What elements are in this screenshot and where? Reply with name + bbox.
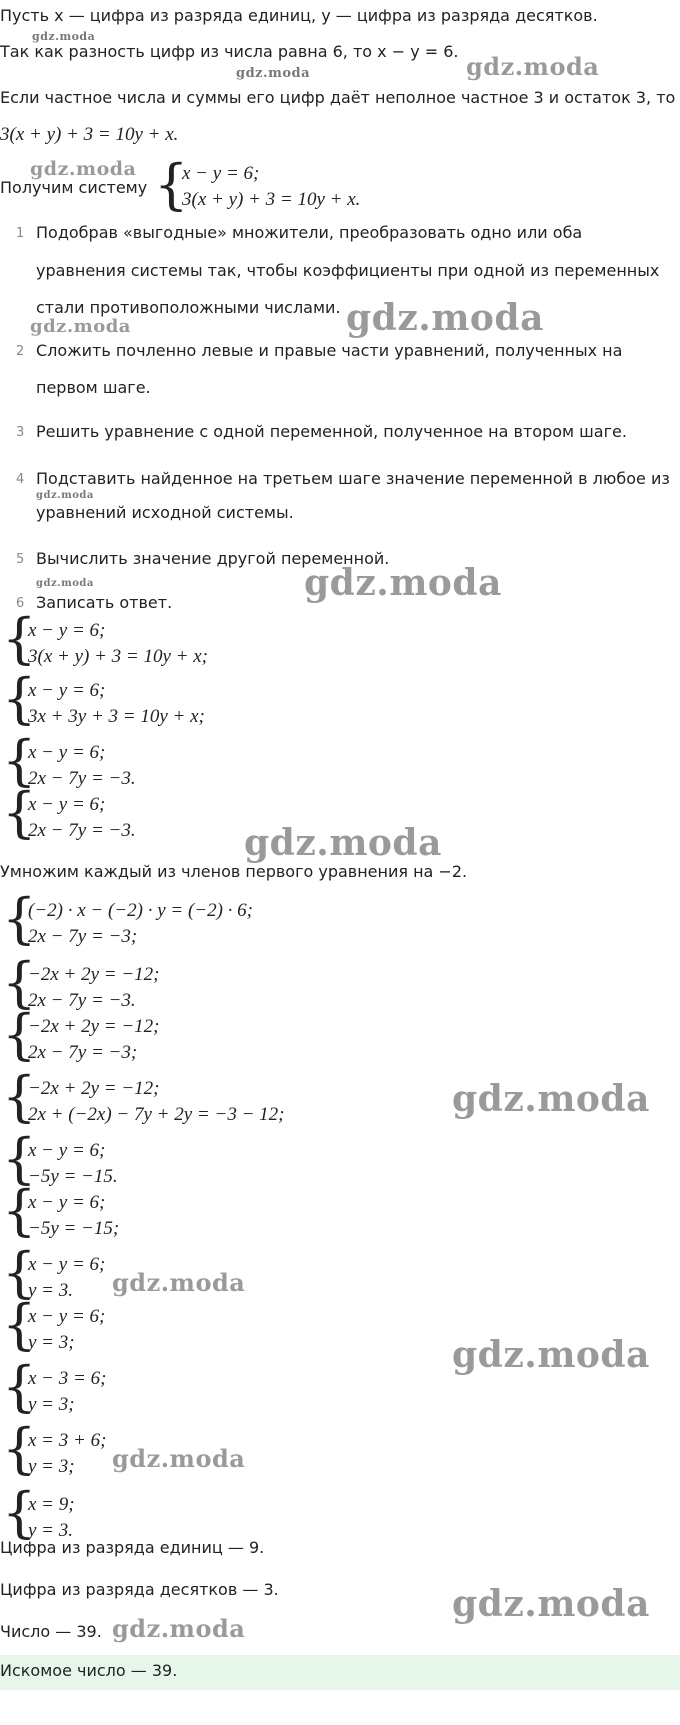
equation: 3(x + y) + 3 = 10y + x; bbox=[28, 646, 208, 667]
watermark: gdz.moda bbox=[452, 1078, 650, 1120]
watermark: gdz.moda bbox=[452, 1334, 650, 1376]
brace-icon: { bbox=[2, 887, 37, 950]
units-digit-text: Цифра из разряда единиц — 9. bbox=[0, 1538, 265, 1557]
equation: x − y = 6; bbox=[28, 620, 106, 641]
equation: x − y = 6; bbox=[28, 1140, 106, 1161]
answer-text: Искомое число — 39. bbox=[0, 1661, 178, 1680]
brace-icon: { bbox=[2, 667, 37, 730]
watermark: gdz.moda bbox=[304, 562, 502, 604]
equation: −5y = −15; bbox=[28, 1218, 120, 1239]
equation: 2x − 7y = −3. bbox=[28, 820, 136, 841]
watermark: gdz.moda bbox=[466, 52, 600, 81]
watermark: gdz.moda bbox=[452, 1583, 650, 1625]
intro-equation: 3(x + y) + 3 = 10y + x. bbox=[0, 124, 179, 145]
equation: x − y = 6; bbox=[28, 794, 106, 815]
watermark: gdz.moda bbox=[36, 578, 94, 589]
brace-icon: { bbox=[2, 1003, 37, 1066]
watermark: gdz.moda bbox=[236, 66, 311, 81]
equation: 3x + 3y + 3 = 10y + x; bbox=[28, 706, 205, 727]
watermark: gdz.moda bbox=[112, 1614, 246, 1643]
intro-line-1: Пусть x — цифра из разряда единиц, y — цифра из разряда десятков. bbox=[0, 6, 598, 25]
equation: x − y = 6; bbox=[28, 742, 106, 763]
equation: x = 9; bbox=[28, 1494, 75, 1515]
watermark: gdz.moda bbox=[112, 1444, 246, 1473]
equation: 2x − 7y = −3. bbox=[28, 990, 136, 1011]
step-1-line-2: уравнения системы так, чтобы коэффициенты при одной из переменных bbox=[36, 261, 660, 280]
equation: y = 3; bbox=[28, 1394, 75, 1415]
step-number: 1 bbox=[16, 226, 25, 241]
step-1-line-1: Подобрав «выгодные» множители, преобразовать одно или оба bbox=[36, 223, 583, 242]
equation: y = 3; bbox=[28, 1332, 75, 1353]
watermark: gdz.moda bbox=[30, 158, 137, 180]
tens-digit-text: Цифра из разряда десятков — 3. bbox=[0, 1580, 279, 1599]
equation: 2x − 7y = −3. bbox=[28, 768, 136, 789]
brace-icon: { bbox=[2, 1417, 37, 1480]
brace-icon: { bbox=[2, 1065, 37, 1128]
equation: x − y = 6; bbox=[28, 1306, 106, 1327]
equation: x − y = 6; bbox=[28, 1254, 106, 1275]
equation: 2x − 7y = −3; bbox=[28, 926, 138, 947]
watermark: gdz.moda bbox=[244, 822, 442, 864]
brace-icon: { bbox=[2, 1481, 37, 1544]
watermark: gdz.moda bbox=[36, 490, 94, 501]
step-1-line-3: стали противоположными числами. bbox=[36, 298, 341, 317]
step-6-line-1: Записать ответ. bbox=[36, 593, 173, 612]
equation: −2x + 2y = −12; bbox=[28, 964, 160, 985]
intro-line-3: Если частное числа и суммы его цифр даёт неполное частное 3 и остаток 3, то bbox=[0, 88, 676, 107]
system-eq-1: x − y = 6; bbox=[182, 163, 260, 184]
brace-icon: { bbox=[154, 153, 189, 216]
brace-icon: { bbox=[2, 729, 37, 792]
step-number: 2 bbox=[16, 344, 25, 359]
equation: 2x + (−2x) − 7y + 2y = −3 − 12; bbox=[28, 1104, 285, 1125]
step-2-line-2: первом шаге. bbox=[36, 378, 151, 397]
step-4-line-2: уравнений исходной системы. bbox=[36, 503, 294, 522]
equation: y = 3; bbox=[28, 1456, 75, 1477]
brace-icon: { bbox=[2, 1127, 37, 1190]
brace-icon: { bbox=[2, 1179, 37, 1242]
step-3-line-1: Решить уравнение с одной переменной, полученное на втором шаге. bbox=[36, 422, 627, 441]
equation: −2x + 2y = −12; bbox=[28, 1016, 160, 1037]
number-text: Число — 39. bbox=[0, 1622, 102, 1641]
step-number: 3 bbox=[16, 425, 25, 440]
equation: −2x + 2y = −12; bbox=[28, 1078, 160, 1099]
brace-icon: { bbox=[2, 607, 37, 670]
equation: (−2) · x − (−2) · y = (−2) · 6; bbox=[28, 900, 254, 921]
equation: y = 3. bbox=[28, 1280, 74, 1301]
brace-icon: { bbox=[2, 1355, 37, 1418]
equation: y = 3. bbox=[28, 1520, 74, 1541]
system-label: Получим систему bbox=[0, 178, 148, 197]
brace-icon: { bbox=[2, 951, 37, 1014]
answer-box bbox=[0, 1655, 680, 1690]
watermark: gdz.moda bbox=[32, 30, 96, 43]
watermark: gdz.moda bbox=[346, 297, 544, 339]
equation: −5y = −15. bbox=[28, 1166, 118, 1187]
step-2-line-1: Сложить почленно левые и правые части уравнений, полученных на bbox=[36, 341, 623, 360]
step-number: 6 bbox=[16, 596, 25, 611]
brace-icon: { bbox=[2, 1293, 37, 1356]
step-number: 4 bbox=[16, 472, 25, 487]
equation: x − 3 = 6; bbox=[28, 1368, 107, 1389]
multiply-text: Умножим каждый из членов первого уравнения на −2. bbox=[0, 862, 468, 881]
equation: x = 3 + 6; bbox=[28, 1430, 107, 1451]
watermark: gdz.moda bbox=[112, 1268, 246, 1297]
brace-icon: { bbox=[2, 781, 37, 844]
step-4-line-1: Подставить найденное на третьем шаге значение переменной в любое из bbox=[36, 469, 670, 488]
step-5-line-1: Вычислить значение другой переменной. bbox=[36, 549, 390, 568]
equation: x − y = 6; bbox=[28, 1192, 106, 1213]
equation: 2x − 7y = −3; bbox=[28, 1042, 138, 1063]
brace-icon: { bbox=[2, 1241, 37, 1304]
step-number: 5 bbox=[16, 552, 25, 567]
equation: x − y = 6; bbox=[28, 680, 106, 701]
system-eq-2: 3(x + y) + 3 = 10y + x. bbox=[182, 189, 361, 210]
watermark: gdz.moda bbox=[30, 316, 131, 337]
intro-line-2: Так как разность цифр из числа равна 6, то x − y = 6. bbox=[0, 42, 459, 61]
